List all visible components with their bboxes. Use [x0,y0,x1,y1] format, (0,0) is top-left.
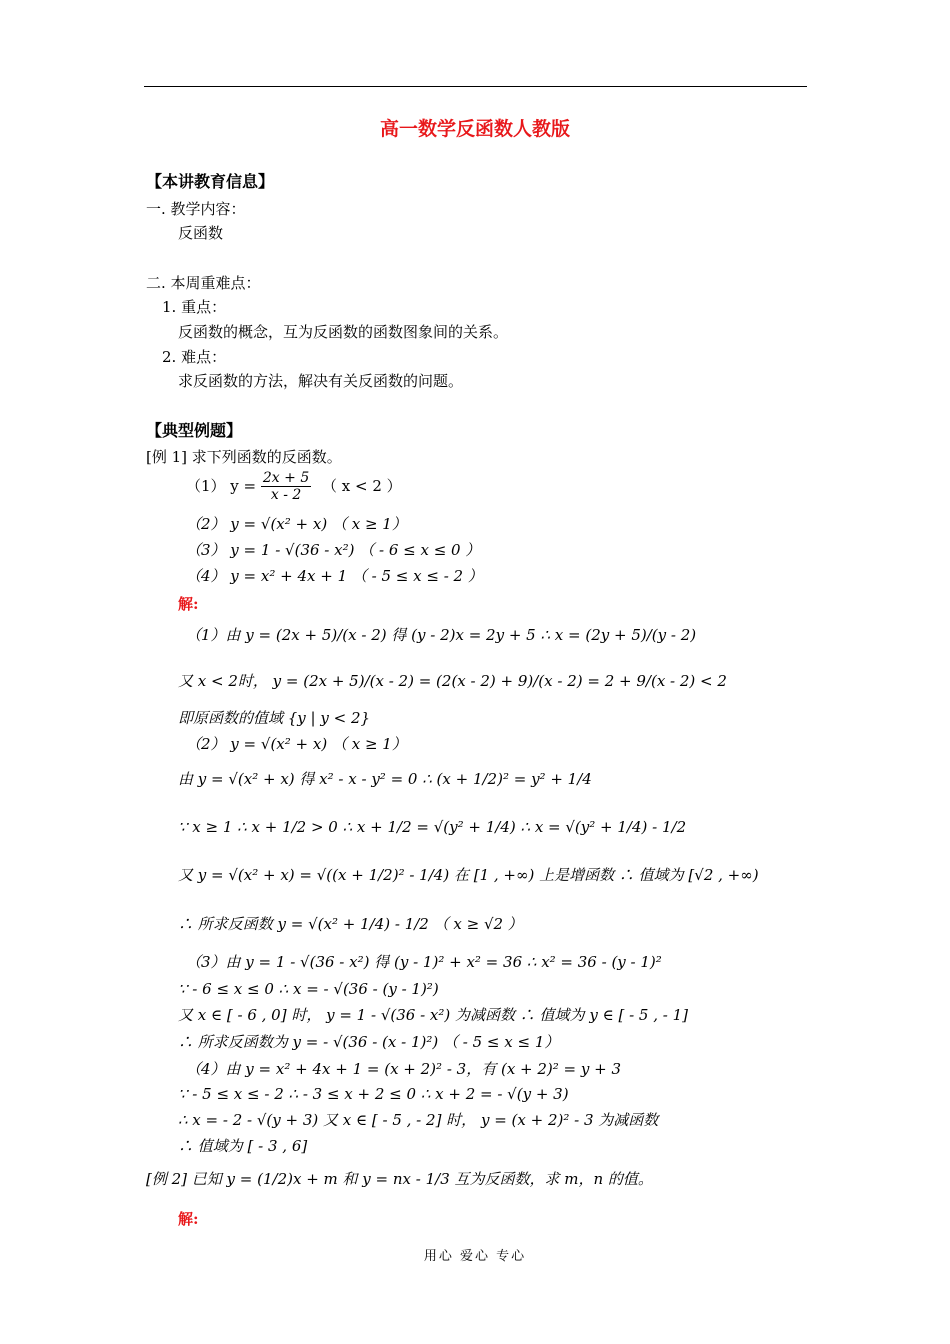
question-1-lead: （1） y = [186,477,261,496]
header-rule [144,86,807,87]
question-1-denominator: x - 2 [270,487,302,504]
teaching-content-text: 反函数 [178,224,224,242]
example-1-title: [例 1] 求下列函数的反函数。 [146,448,342,466]
key-point-text: 反函数的概念，互为反函数的函数图象间的关系。 [178,323,509,341]
solution-label-2: 解: [178,1210,199,1228]
section-heading-examples: 【典型例题】 [146,421,243,440]
solution-2-statement: （2） y = √(x² + x) （ x ≥ 1） [186,735,407,753]
solution-2-step-3: 又 y = √(x² + x) = √((x + 1/2)² - 1/4) 在 [1 , +∞) 上是增函数 ∴ 值域为 [√2 , +∞) [178,866,759,884]
solution-label-1: 解: [178,595,199,613]
key-point-label: 1. 重点： [162,298,227,316]
solution-4-step-1: （4）由 y = x² + 4x + 1 = (x + 2)² - 3，有 (x + 2)² = y + 3 [186,1060,622,1078]
solution-4-result: ∴ 值域为 [ - 3 , 6] [178,1137,308,1155]
question-1-condition: （ x < 2 ） [322,477,402,496]
section-heading-info: 【本讲教育信息】 [146,172,275,191]
document-title: 高一数学反函数人教版 [379,118,570,140]
solution-3-step-3: 又 x ∈ [ - 6 , 0] 时， y = 1 - √(36 - x²) 为减函数 ∴ 值域为 y ∈ [ - 5 , - 1] [178,1006,688,1024]
page-footer: 用心 爱心 专心 [423,1249,527,1264]
solution-1-step-1: （1）由 y = (2x + 5)/(x - 2) 得 (y - 2)x = 2y + 5 ∴ x = (2y + 5)/(y - 2) [186,626,697,644]
difficult-point-text: 求反函数的方法，解决有关反函数的问题。 [178,372,464,390]
difficult-point-label: 2. 难点： [162,348,227,366]
question-4: （4） y = x² + 4x + 1 （ - 5 ≤ x ≤ - 2 ） [186,567,483,585]
question-3: （3） y = 1 - √(36 - x²) （ - 6 ≤ x ≤ 0 ） [186,541,481,559]
example-2-title: [例 2] 已知 y = (1/2)x + m 和 y = nx - 1/3 互为反函数，求 m，n 的值。 [146,1170,653,1188]
solution-1-step-2: 又 x < 2时， y = (2x + 5)/(x - 2) = (2(x - 2) + 9)/(x - 2) = 2 + 9/(x - 2) < 2 [178,672,727,690]
question-1-numerator: 2x + 5 [262,470,310,486]
solution-4-step-3: ∴ x = - 2 - √(y + 3) 又 x ∈ [ - 5 , - 2] 时， y = (x + 2)² - 3 为减函数 [178,1111,659,1129]
solution-2-step-1: 由 y = √(x² + x) 得 x² - x - y² = 0 ∴ (x + 1/2)² = y² + 1/4 [178,770,592,788]
solution-3-step-1: （3）由 y = 1 - √(36 - x²) 得 (y - 1)² + x² = 36 ∴ x² = 36 - (y - 1)² [186,953,662,971]
solution-3-step-2: ∵ - 6 ≤ x ≤ 0 ∴ x = - √(36 - (y - 1)²) [178,980,439,998]
solution-4-step-2: ∵ - 5 ≤ x ≤ - 2 ∴ - 3 ≤ x + 2 ≤ 0 ∴ x + 2 = - √(y + 3) [178,1085,569,1103]
solution-2-result: ∴ 所求反函数 y = √(x² + 1/4) - 1/2 （ x ≥ √2 ） [178,915,523,933]
solution-2-step-2: ∵ x ≥ 1 ∴ x + 1/2 > 0 ∴ x + 1/2 = √(y² + 1/4) ∴ x = √(y² + 1/4) - 1/2 [178,818,687,836]
solution-1-range: 即原函数的值域 {y | y < 2} [178,709,371,727]
section-teaching-content: 一. 教学内容： [146,200,246,218]
question-1-fraction [261,470,311,503]
question-1 [186,470,402,503]
solution-3-result: ∴ 所求反函数为 y = - √(36 - (x - 1)²) （ - 5 ≤ x ≤ 1） [178,1033,560,1051]
section-key-difficult-points: 二. 本周重难点： [146,274,261,292]
question-2: （2） y = √(x² + x) （ x ≥ 1） [186,515,407,533]
